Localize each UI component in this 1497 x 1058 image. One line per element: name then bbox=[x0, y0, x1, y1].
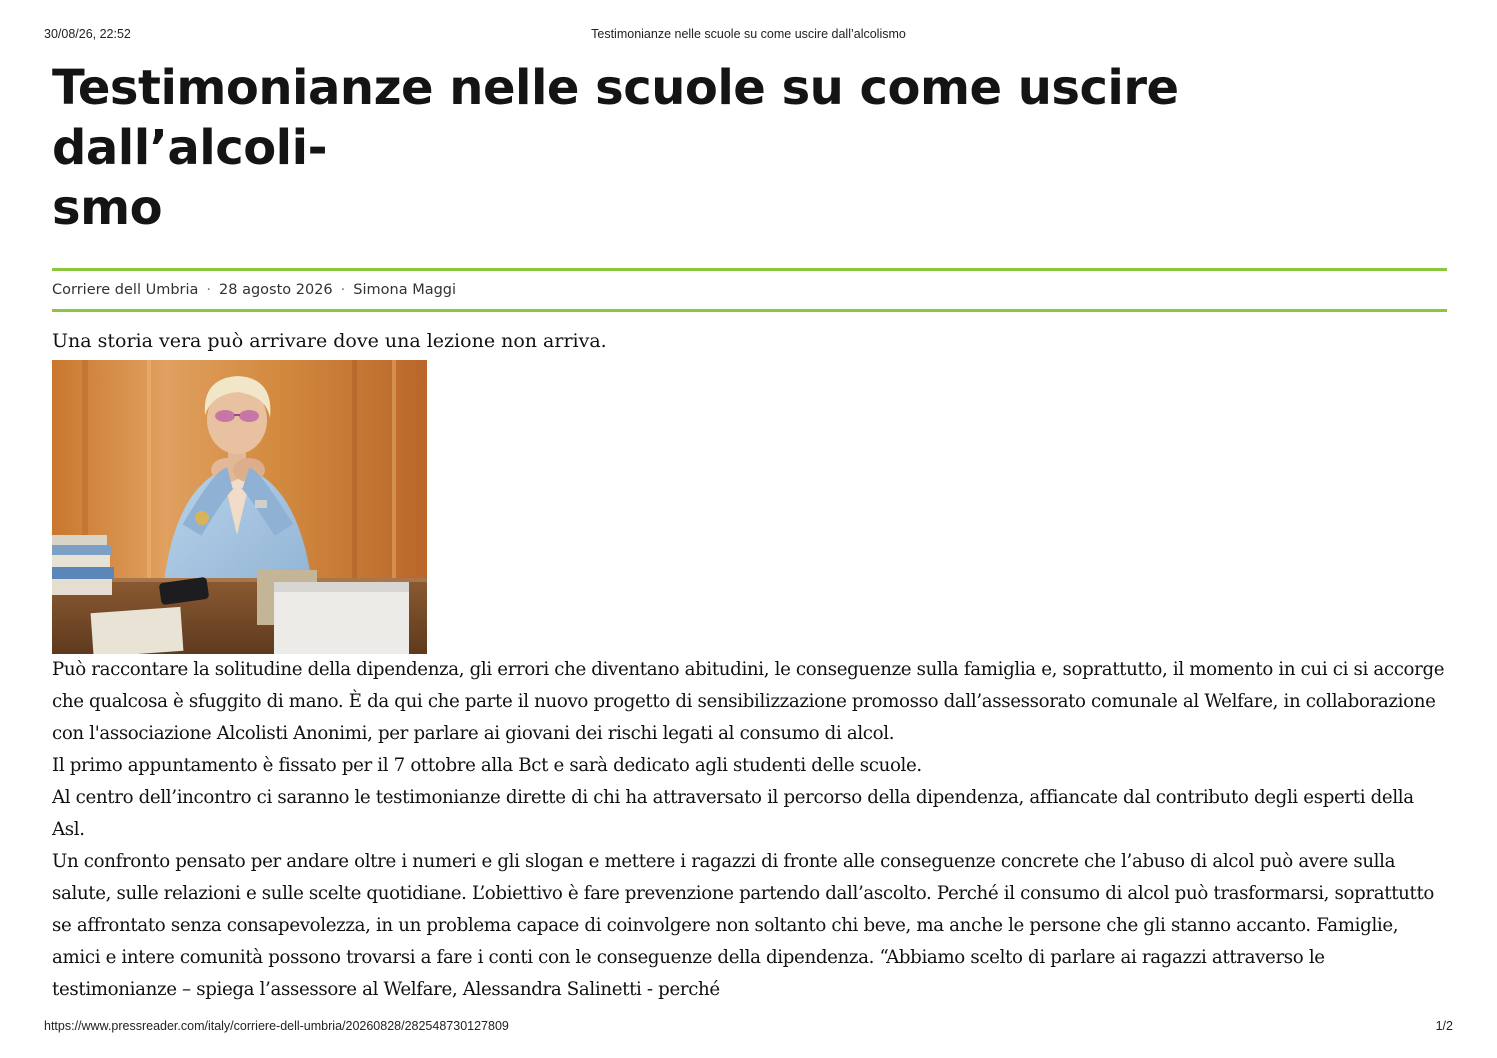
article-paragraph: Può raccontare la solitudine della dipendenza, gli errori che diventano abitudini, le conseguenze sulla famiglia e, soprattutto, il momento in cui ci si accorge che qualcosa è sfuggito di mano. È da qui che parte il nuovo progetto di sensibilizzazione promosso dall’assessorato comunale al Welfare, in collaborazione con l'associazione Alcolisti Anonimi, per parlare ai giovani dei rischi legati al consumo di alcol. bbox=[52, 659, 1445, 744]
article-headline bbox=[52, 58, 1382, 238]
article-paragraph: Al centro dell’incontro ci saranno le testimonianze dirette di chi ha attraversato il percorso della dipendenza, affiancate dal contributo degli esperti della Asl. bbox=[52, 787, 1414, 840]
byline-separator: · bbox=[340, 282, 346, 298]
byline-date: 28 agosto 2026 bbox=[219, 282, 333, 298]
byline-source: Corriere dell Umbria bbox=[52, 282, 199, 298]
print-footer bbox=[44, 1019, 1453, 1037]
article-paragraph: Il primo appuntamento è fissato per il 7 ottobre alla Bct e sarà dedicato agli studenti delle scuole. bbox=[52, 755, 922, 776]
byline-bottom-rule bbox=[52, 309, 1447, 312]
byline bbox=[52, 271, 1447, 309]
article-lead: Una storia vera può arrivare dove una lezione non arriva. bbox=[52, 330, 607, 352]
headline-line-1: Testimonianze nelle scuole su come uscire dall’alcoli- bbox=[52, 60, 1179, 176]
byline-author: Simona Maggi bbox=[353, 282, 457, 298]
print-url: https://www.pressreader.com/italy/corriere-dell-umbria/20260828/282548730127809 bbox=[44, 1019, 509, 1033]
byline-separator: · bbox=[206, 282, 212, 298]
article-photo bbox=[52, 360, 427, 654]
print-page-number: 1/2 bbox=[1435, 1019, 1453, 1033]
article-paragraph: Un confronto pensato per andare oltre i numeri e gli slogan e mettere i ragazzi di fronte alle conseguenze concrete che l’abuso di alcol può avere sulla salute, sulle relazioni e sulle scelte quotidiane. L’obiettivo è fare prevenzione partendo dall’ascolto. Perché il consumo di alcol può trasformarsi, soprattutto se affrontato senza consapevolezza, in un problema capace di coinvolgere non soltanto chi beve, ma anche le persone che gli stanno accanto. Famiglie, amici e intere comunità possono trovarsi a fare i conti con le conseguenze della dipendenza. “Abbiamo scelto di parlare ai ragazzi attraverso le testimonianze – spiega l’assessore al Welfare, Alessandra Salinetti - perché bbox=[52, 851, 1435, 1000]
article-body bbox=[52, 654, 1447, 1006]
article bbox=[52, 58, 1447, 1006]
print-document-title: Testimonianze nelle scuole su come uscire dall’alcolismo bbox=[591, 27, 906, 41]
headline-line-2: smo bbox=[52, 180, 163, 236]
print-datetime: 30/08/26, 22:52 bbox=[44, 27, 131, 41]
print-header bbox=[44, 27, 1453, 45]
